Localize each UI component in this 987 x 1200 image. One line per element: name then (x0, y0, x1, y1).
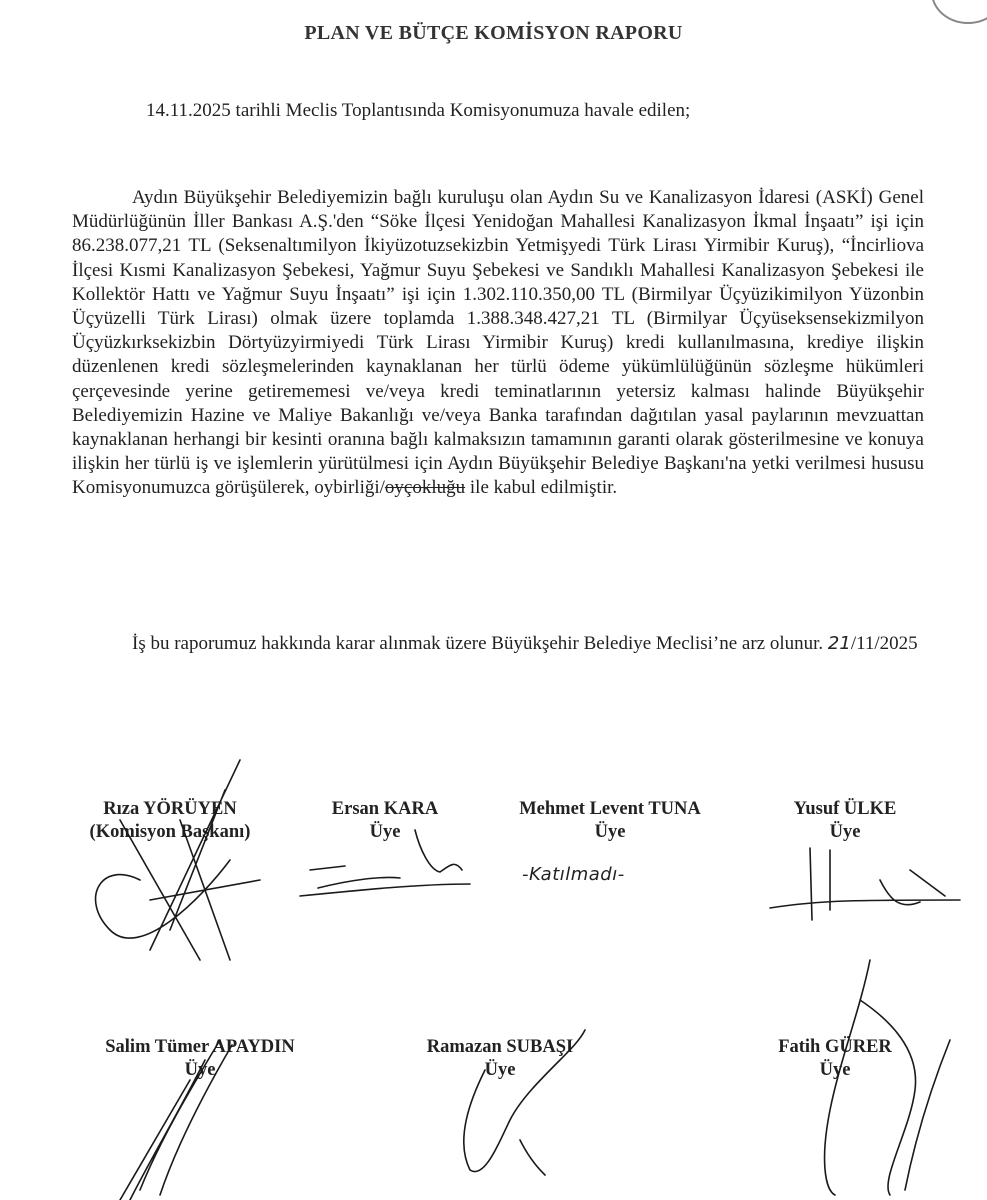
main-paragraph-end: ile kabul edilmiştir. (465, 477, 618, 499)
signatory-role: Üye (184, 1060, 216, 1080)
intro-line: 14.11.2025 tarihli Meclis Toplantısında Komisyonumuza havale edilen; (146, 100, 691, 121)
closing-paragraph-text: İş bu raporumuz hakkında karar alınmak üzere Büyükşehir Belediye Meclisi’ne arz olunur. (132, 633, 828, 654)
signatory-block (760, 798, 930, 844)
signatory-block (300, 798, 470, 844)
signatory-block (400, 1036, 600, 1082)
main-paragraph-text: Aydın Büyükşehir Belediyemizin bağlı kuruluşu olan Aydın Su ve Kanalizasyon İdaresi (ASKİ) Genel Müdürlüğünün İller Bankası A.Ş.'den “Söke İlçesi Yenidoğan Mahallesi Kanalizasyon İkmal İnşaatı” işi için 86.238.077,21 TL (Seksenaltımilyon İkiyüzotuzsekizbin Yetmişyedi Türk Lirası Yirmibir Kuruş), “İncirliova İlçesi Kısmi Kanalizasyon Şebekesi, Yağmur Suyu Şebekesi ve Sandıklı Mahallesi Kanalizasyon Şebekesi ile Kollektör Hattı ve Yağmur Suyu İnşaatı” işi için 1.302.110.350,00 TL (Birmilyar Üçyüzikimilyon Yüzonbin Üçyüzelli Türk Lirası) olmak üzere toplamda 1.388.348.427,21 TL (Birmilyar Üçyüseksensekizmilyon Üçyüzkırksekizbin Dörtyüzyirmiyedi Türk Lirası Yirmibir Kuruş) kredi kullanılmasına, krediye ilişkin düzenlenen kredi sözleşmelerinden kaynaklanan her türlü ödeme yükümlülüğünün sözleşme hükümleri çerçevesinde yerine getirememesi ve/veya kredi teminatlarının yetersiz kalması halinde Büyükşehir Belediyemizin Hazine ve Maliye Bakanlığı ve/veya Banka tarafından dağıtılan yasal paylarının mevzuattan kaynaklanan herhangi bir kesinti oranına bağlı kalmaksızın tamamının garanti olarak gösterilmesine ve konuya ilişkin her türlü iş ve işlemlerin yürütülmesi için Aydın Büyükşehir Belediye Başkanı'na yetki verilmesi hususu Komisyonumuzca görüşülerek, oybirliği/ (72, 187, 924, 499)
signatory-name: Fatih GÜRER (778, 1037, 892, 1057)
signatory-role: (Komisyon Başkanı) (89, 822, 251, 842)
signatory-role: Üye (484, 1060, 516, 1080)
closing-date: /11/2025 (850, 633, 918, 654)
closing-paragraph (72, 632, 924, 656)
signatory-role: Üye (819, 1060, 851, 1080)
signatory-name: Ersan KARA (331, 799, 439, 819)
main-paragraph (72, 186, 924, 501)
struck-word: oyçokluğu (384, 477, 466, 499)
signatory-block (760, 1036, 910, 1082)
signature-yoruyen (96, 760, 260, 960)
signatory-block (490, 798, 730, 844)
signature-ulke (770, 848, 960, 920)
document-title: PLAN VE BÜTÇE KOMİSYON RAPORU (304, 22, 683, 44)
handwritten-day: 21 (827, 633, 851, 654)
signatory-block (70, 1036, 330, 1082)
signatory-role: Üye (594, 822, 626, 842)
signatory-name: Yusuf ÜLKE (793, 799, 897, 819)
signatory-name: Mehmet Levent TUNA (519, 799, 701, 819)
stamp-mark (931, 0, 987, 24)
signatory-role: Üye (829, 822, 861, 842)
signatory-block (70, 798, 270, 844)
signatory-name: Rıza YÖRÜYEN (103, 799, 237, 819)
signatory-name: Ramazan SUBAŞI (426, 1037, 574, 1057)
absent-note: -Katılmadı- (522, 864, 625, 885)
signatory-role: Üye (369, 822, 401, 842)
signatory-name: Salim Tümer APAYDIN (105, 1037, 295, 1057)
